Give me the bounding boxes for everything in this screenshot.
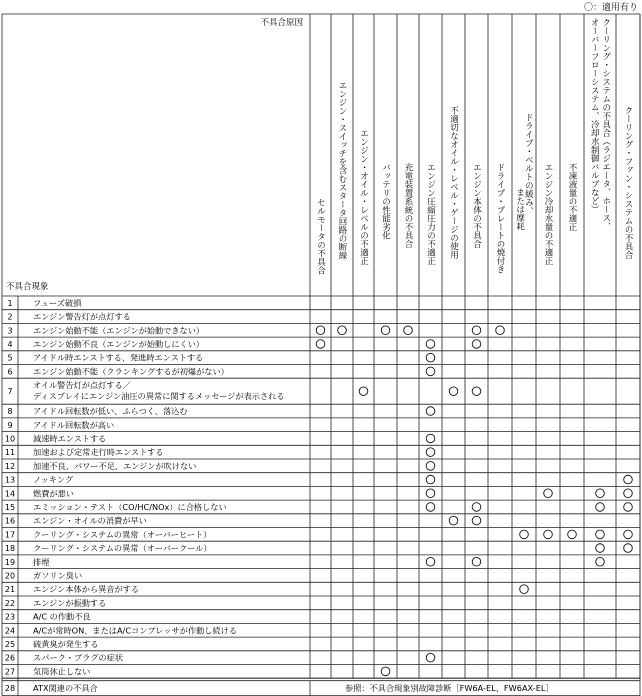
applicable-mark <box>426 653 435 662</box>
applicable-mark <box>596 530 605 539</box>
row-number: 19 <box>4 557 16 567</box>
symptom-text: スパーク・プラグの症状 <box>33 652 124 663</box>
cause-header-10-line-2: または摩耗 <box>514 188 525 231</box>
symptom-text: 加速および定常走行時エンストする <box>33 447 164 458</box>
row-number: 11 <box>4 448 16 458</box>
applicable-mark <box>381 326 390 335</box>
symptom-text: エンジン始動不良（エンジンが始動しにくい） <box>33 338 205 349</box>
row-number: 8 <box>7 407 13 417</box>
row-number: 24 <box>4 626 16 636</box>
row-number: 9 <box>7 420 13 430</box>
applicable-mark <box>624 489 633 498</box>
symptom-text: クーリング・システムの異常（オーバークール） <box>33 543 212 554</box>
applicable-mark <box>449 387 458 396</box>
symptom-text: 加速不良、パワー不足、エンジンが吹けない <box>33 460 197 471</box>
applicable-mark <box>316 326 325 335</box>
cause-header-title: 不具合原因 <box>260 18 303 28</box>
symptom-text: A/Cが常時ON、またはA/Cコンプレッサが作動し続ける <box>33 625 238 636</box>
symptom-header-title: 不具合現象 <box>6 282 49 292</box>
symptom-text-line-2: ディスプレイにエンジン油圧の異常に関するメッセージが表示される <box>33 391 285 402</box>
cause-header-9: ドライブ・プレートの焼付き <box>495 163 505 274</box>
applicable-mark <box>568 530 577 539</box>
row-number: 26 <box>4 653 16 663</box>
row-number: 10 <box>4 434 16 444</box>
cause-header-12: 不凍液量の不適正 <box>567 163 577 231</box>
applicable-mark <box>544 489 553 498</box>
symptom-text: 排煙 <box>33 556 50 567</box>
row-number: 5 <box>7 353 13 363</box>
applicable-mark <box>624 503 633 512</box>
row-number: 13 <box>4 475 16 485</box>
applicable-mark <box>426 367 435 376</box>
applicable-mark <box>426 503 435 512</box>
row-number: 17 <box>4 530 16 540</box>
cause-header-13 <box>589 18 611 231</box>
applicable-mark <box>426 353 435 362</box>
row-number: 4 <box>7 339 13 349</box>
symptom-text: アイドル回転数が高い <box>33 419 115 430</box>
reference-note: 参照：不具合現象別故障診断［FW6A-EL、FW6AX-EL］ <box>345 683 554 694</box>
symptom-text: 減速時エンストする <box>33 433 107 444</box>
symptom-text: オイル警告灯が点灯する／オイル警告灯が点灯する／ディスプレイにエンジン油圧の異常に関するメッセージが表示される <box>33 380 131 391</box>
applicable-mark <box>426 340 435 349</box>
cause-header-1: セルモータの不具合 <box>315 198 326 275</box>
row-number: 14 <box>4 489 16 499</box>
symptom-text: エンジン警告灯が点灯する <box>33 311 131 322</box>
symptom-text: 燃費が悪い <box>33 488 74 499</box>
applicable-mark <box>426 448 435 457</box>
applicable-mark <box>426 489 435 498</box>
applicable-mark <box>472 340 481 349</box>
applicable-mark <box>472 516 481 525</box>
symptom-text: アイドル時エンストする、発進時エンストする <box>33 352 204 363</box>
symptom-text: ガソリン臭い <box>33 570 83 581</box>
legend-note: 〇：適用有り <box>583 3 638 13</box>
applicable-mark <box>359 387 368 396</box>
symptom-cause-table <box>0 13 642 696</box>
row-number: 27 <box>4 667 16 677</box>
applicable-mark <box>472 326 481 335</box>
symptom-text: ノッキング <box>33 474 74 485</box>
cause-header-7: 不適切なオイル・レベル・ゲージの使用 <box>448 106 459 259</box>
cause-header-4: バッテリの性能劣化 <box>380 163 391 240</box>
applicable-mark <box>520 530 529 539</box>
symptom-text: エンジンが振動する <box>33 597 107 608</box>
applicable-mark <box>426 434 435 443</box>
symptom-text: エンジン・オイルの消費が早い <box>33 515 147 526</box>
cause-header-14: クーリング・ファン・システムの不具合 <box>623 106 633 259</box>
row-number: 23 <box>4 612 16 622</box>
symptom-text: 気筒休止しない <box>33 666 91 677</box>
row-number: 12 <box>4 461 16 471</box>
applicable-mark <box>596 544 605 553</box>
applicable-mark <box>426 407 435 416</box>
row-number: 2 <box>7 312 13 322</box>
cause-header-10 <box>515 113 534 231</box>
row-number: 15 <box>4 502 16 512</box>
row-number: 16 <box>4 516 16 526</box>
row-number: 28 <box>4 684 16 694</box>
symptom-text: エミッション・テスト（CO/HC/NOx）に合格しない <box>33 501 227 512</box>
applicable-mark <box>496 326 505 335</box>
row-number: 6 <box>7 367 13 377</box>
applicable-mark <box>316 340 325 349</box>
applicable-mark <box>426 462 435 471</box>
applicable-mark <box>472 503 481 512</box>
symptom-text: 硫黄臭が発生する <box>33 638 99 649</box>
symptom-text: エンジン本体から異音がする <box>33 584 140 595</box>
applicable-mark <box>596 503 605 512</box>
symptom-text: クーリング・システムの異常（オーバーヒート） <box>33 529 212 540</box>
symptom-text: エンジン始動不能（エンジンが始動できない） <box>33 325 205 336</box>
row-number: 1 <box>7 298 13 308</box>
applicable-mark <box>624 544 633 553</box>
row-number: 7 <box>7 387 13 397</box>
row-number: 21 <box>4 585 16 595</box>
applicable-mark <box>596 489 605 498</box>
cause-header-6: エンジン圧縮圧力の不適正 <box>425 163 436 265</box>
row-number: 20 <box>4 571 16 581</box>
applicable-mark <box>520 585 529 594</box>
cause-header-10-line-1: ドライブ・ベルトの緩み、 <box>523 113 534 215</box>
cause-header-5: 充電装置系統の不具合 <box>403 163 413 248</box>
applicable-mark <box>381 667 390 676</box>
cause-header-11: エンジン冷却水量の不適正 <box>543 163 553 265</box>
cause-header-3: エンジン・オイル・レベルの不適正 <box>358 129 369 265</box>
symptom-text: ATX関連の不具合 <box>33 683 98 694</box>
applicable-mark <box>404 326 413 335</box>
applicable-mark <box>624 475 633 484</box>
applicable-mark <box>624 530 633 539</box>
applicable-mark <box>426 557 435 566</box>
cause-header-13-line-2: オーバーフローシステム、冷却水制御バルブなど） <box>589 18 600 214</box>
applicable-mark <box>472 387 481 396</box>
symptom-text: A/C の作動不良 <box>33 611 91 622</box>
applicable-mark <box>544 530 553 539</box>
cause-header-13-line-1: クーリング・システムの不具合（ラジエータ、ホース、 <box>600 18 611 231</box>
symptom-text: エンジン始動不能（クランキングするが初爆がない） <box>33 366 229 377</box>
applicable-mark <box>449 516 458 525</box>
symptom-text: フューズ破損 <box>33 297 82 308</box>
row-number: 18 <box>4 544 16 554</box>
row-number: 22 <box>4 598 16 608</box>
applicable-mark <box>426 475 435 484</box>
symptom-text: アイドル回転数が低い、ふらつく、落込む <box>33 406 188 417</box>
row-number: 3 <box>7 326 13 336</box>
cause-header-8: エンジン本体の不具合 <box>471 163 482 248</box>
row-number: 25 <box>4 639 16 649</box>
cause-header-2: エンジン・スイッチを含むスタータ回路の断線 <box>337 81 347 260</box>
applicable-mark <box>338 326 347 335</box>
applicable-mark <box>472 557 481 566</box>
applicable-mark <box>596 557 605 566</box>
